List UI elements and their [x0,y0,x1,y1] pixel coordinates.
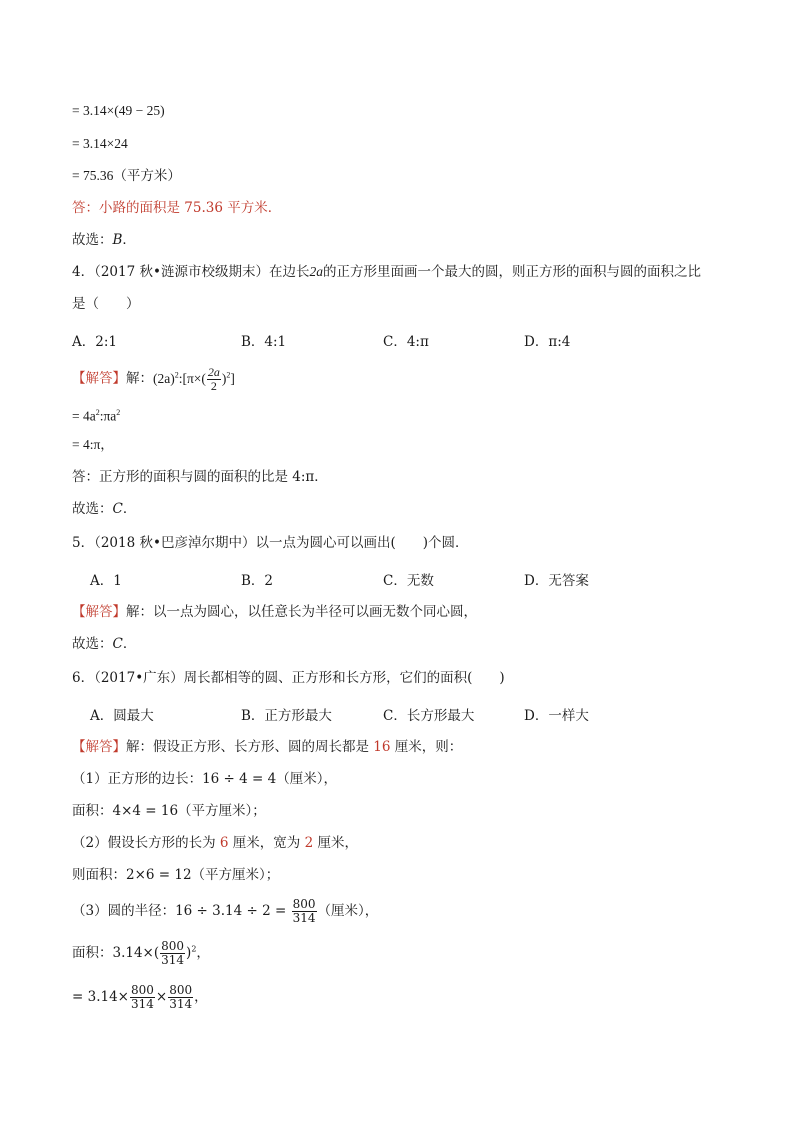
solution-step: = 75.36（平方米） [72,168,181,183]
option-b: B．4:1 [241,334,287,350]
answer-suffix: 平方米． [227,200,282,216]
option-d: D．一样大 [524,708,589,724]
solution-line: 【解答】解：$(2a)^2:[\pi\times$( $\frac{2a}{2}$ )$^2$] [72,365,235,393]
choice-letter: B [112,232,123,248]
solution-step: = $4a^2:\pi a^2$ [72,408,121,424]
solution-step: 面积：4×4 = 16（平方厘米）； [72,803,266,819]
choice-line: 故选：C． [72,501,137,517]
option-b: B．2 [241,573,274,589]
solution-step: = 3.14×24 [72,136,128,151]
solution-tag: 【解答】 [72,739,126,755]
option-a: A．1 [90,573,122,589]
solution-step: （1）正方形的边长：16 ÷ 4 = 4（厘米）， [72,771,337,787]
choice-line: 故选：C． [72,636,137,652]
question-4-variable: 2a [309,264,323,279]
question-4-stem-cont: 是（ ） [72,296,140,312]
option-a: A．2:1 [72,334,117,350]
fraction: $\frac{800}{314}$ [292,897,316,925]
solution-step: （3）圆的半径：16 ÷ 3.14 ÷ 2 = $\frac{800}{314}$ （厘米）， [72,897,379,925]
solution-step: 面积：3.14×( $\frac{800}{314}$ )$^2$， [72,939,210,967]
option-c: C．4:π [383,334,429,350]
choice-line [72,231,136,249]
perimeter-value: 16 [373,739,391,755]
fraction: $\frac{800}{314}$ [169,983,193,1011]
rect-length: 6 [219,835,229,851]
solution-step: = 4:π， [72,437,114,452]
question-4-stem: 4．（2017 秋•涟源市校级期末）在边长2a的正方形里面画一个最大的圆，则正方形的面积与圆的面积之比 [72,264,701,280]
option-b: B．正方形最大 [241,708,332,724]
rect-width: 2 [304,835,314,851]
option-c: C．无数 [383,573,434,589]
answer-prefix: 答：小路的面积是 [72,200,180,216]
fraction: $\frac{2a}{2}$ [207,365,220,393]
option-c: C．长方形最大 [383,708,475,724]
fraction: $\frac{800}{314}$ [130,983,154,1011]
solution-step: （2）假设长方形的长为 6 厘米，宽为 2 厘米， [72,835,358,851]
choice-suffix: ． [122,232,136,248]
question-5-stem: 5．（2018 秋•巴彦淖尔期中）以一点为圆心可以画出( )个圆． [72,535,469,551]
solution-line: 【解答】解：假设正方形、长方形、圆的周长都是 16 厘米，则： [72,739,463,755]
answer-line: 答：正方形的面积与圆的面积的比是 4:π． [72,469,328,485]
answer-value: 75.36 [184,200,223,216]
solution-line: 【解答】解：以一点为圆心，以任意长为半径可以画无数个同心圆， [72,604,477,620]
fraction: $\frac{800}{314}$ [161,939,185,967]
solution-step: = 3.14× $\frac{800}{314}$ × $\frac{800}{314}$ ， [72,983,208,1011]
option-a: A．圆最大 [90,708,154,724]
solution-step: = 3.14×(49 − 25) [72,103,165,118]
answer-line [72,199,281,217]
option-d: D．无答案 [524,573,589,589]
question-6-stem: 6．（2017•广东）周长都相等的圆、正方形和长方形，它们的面积( ) [72,670,505,686]
choice-prefix: 故选： [72,232,113,248]
solution-tag: 【解答】 [72,604,126,620]
solution-step: 则面积：2×6 = 12（平方厘米）； [72,867,280,883]
option-d: D．π:4 [524,334,571,350]
solution-tag: 【解答】 [72,370,126,387]
